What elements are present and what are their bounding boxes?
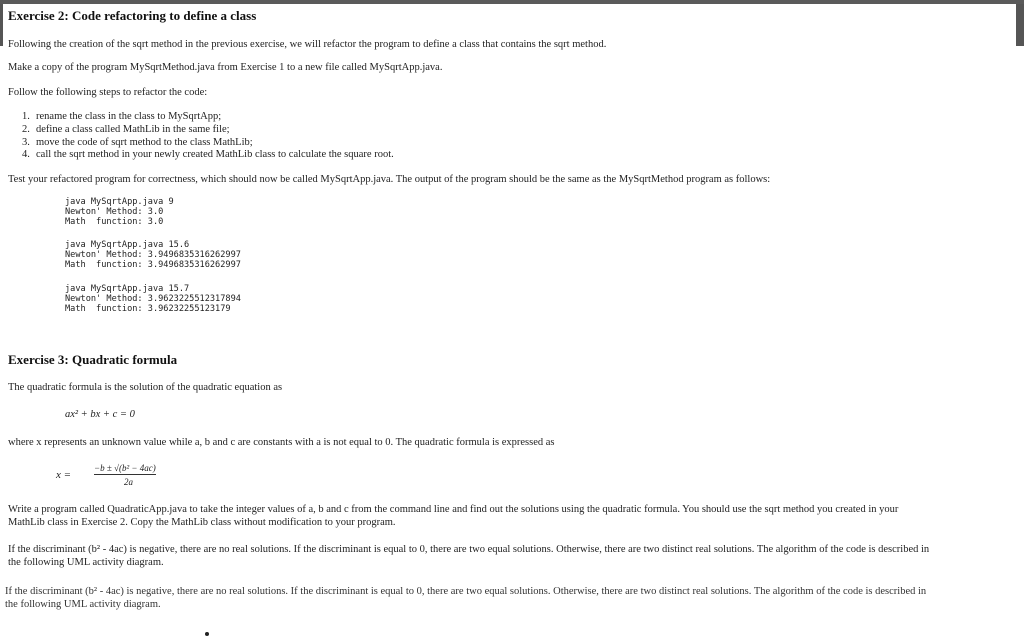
quadratic-equation: ax² + bx + c = 0 — [65, 409, 135, 420]
formula-numerator: −b ± √(b² − 4ac) — [94, 463, 156, 473]
ex2-paragraph-2: Make a copy of the program MySqrtMethod.java from Exercise 1 to a new file called MySqrtApp.java. — [8, 62, 443, 73]
refactor-steps-list — [22, 111, 394, 162]
ex3-paragraph-2: where x represents an unknown value while a, b and c are constants with a is not equal to 0. The quadratic formula is expressed as — [8, 437, 555, 448]
exercise-3-title: Exercise 3: Quadratic formula — [8, 352, 178, 367]
formula-denominator: 2a — [124, 477, 133, 487]
right-border — [1016, 4, 1024, 46]
output-block-1: java MySqrtApp.java 9 Newton' Method: 3.0 Math function: 3.0 — [65, 197, 174, 227]
output-block-2: java MySqrtApp.java 15.6 Newton' Method: 3.9496835316262997 Math function: 3.9496835316262997 — [65, 240, 241, 270]
list-item: 3. move the code of sqrt method to the class MathLib; — [22, 136, 253, 148]
formula-lhs: x = — [56, 469, 72, 481]
ex2-paragraph-1: Following the creation of the sqrt method in the previous exercise, we will refactor the program to define a class that contains the sqrt method. — [8, 39, 607, 50]
ex2-paragraph-4: Test your refactored program for correctness, which should now be called MySqrtApp.java. The output of the program should be the same as the MySqrtMethod program as follows: — [8, 174, 771, 185]
output-block-3: java MySqrtApp.java 15.7 Newton' Method: 3.9623225512317894 Math function: 3.96232255123179 — [65, 284, 241, 314]
ex3-paragraph-4a: If the discriminant (b² - 4ac) is negative, there are no real solutions. If the discriminant is equal to 0, there are two equal solutions. Otherwise, there are two distinct real solutions. The algorithm of the code is described in — [8, 544, 930, 555]
list-item: 2. define a class called MathLib in the same file; — [22, 123, 230, 135]
list-item: 1. rename the class in the class to MySqrtApp; — [22, 111, 222, 122]
ex3-paragraph-5a: If the discriminant (b² - 4ac) is negative, there are no real solutions. If the discriminant is equal to 0, there are two equal solutions. Otherwise, there are two distinct real solutions. The algorithm of the code is described in — [5, 586, 927, 597]
ex3-paragraph-3a: Write a program called QuadraticApp.java to take the integer values of a, b and c from the command line and find out the solutions using the quadratic formula. You should use the sqrt method you created in your — [8, 504, 899, 515]
diagram-start-dot — [205, 632, 209, 636]
list-item: 4. call the sqrt method in your newly created MathLib class to calculate the square root. — [22, 149, 394, 161]
ex3-paragraph-1: The quadratic formula is the solution of the quadratic equation as — [8, 382, 283, 393]
ex3-paragraph-3b: MathLib class in Exercise 2. Copy the MathLib class without modification to your program. — [8, 517, 396, 528]
top-border — [0, 0, 1024, 4]
ex3-paragraph-4b: the following UML activity diagram. — [8, 557, 164, 568]
left-border — [0, 4, 3, 46]
ex3-paragraph-5b: the following UML activity diagram. — [5, 599, 161, 610]
ex2-paragraph-3: Follow the following steps to refactor the code: — [8, 87, 208, 98]
exercise-2-title: Exercise 2: Code refactoring to define a class — [8, 8, 257, 23]
